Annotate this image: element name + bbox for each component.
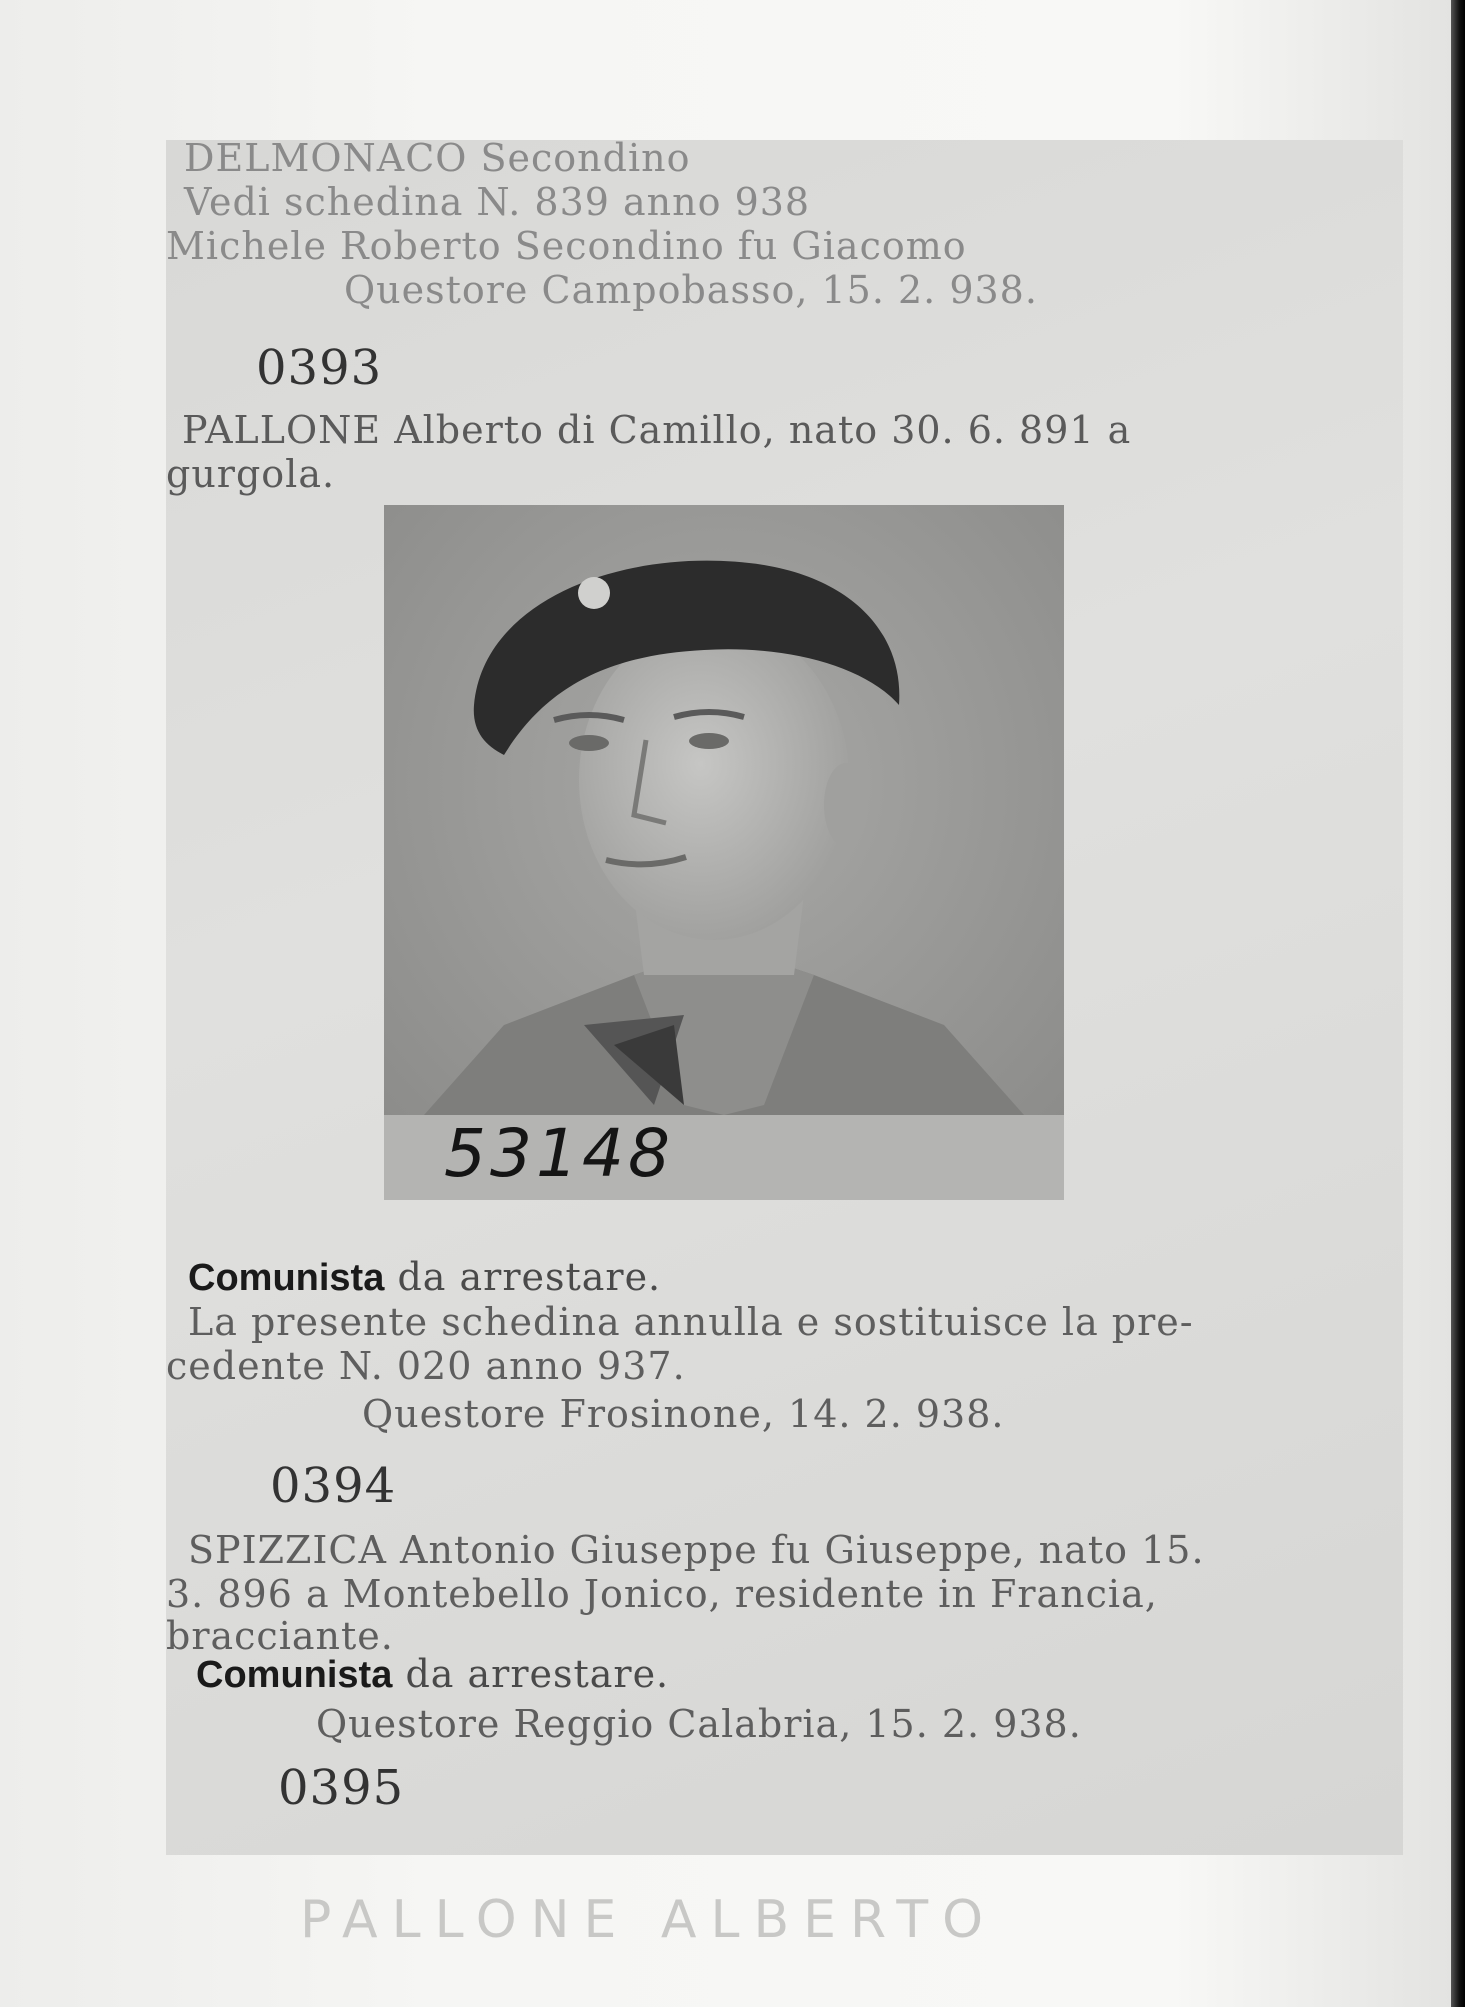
entry-0394-signature: Questore Reggio Calabria, 15. 2. 938. bbox=[316, 1702, 1082, 1746]
entry-0394-line3: bracciante. bbox=[166, 1614, 394, 1658]
entry-0393-status-bold: Comunista bbox=[188, 1257, 385, 1299]
entry-0394-line1: SPIZZICA Antonio Giuseppe fu Giuseppe, nato 15. bbox=[188, 1528, 1205, 1572]
photo-id-number: 53148 bbox=[444, 1115, 674, 1192]
entry-0393-status-rest: da arrestare. bbox=[384, 1255, 662, 1299]
entry-0394-status-rest: da arrestare. bbox=[392, 1652, 670, 1696]
entry-0394-number: 0394 bbox=[270, 1458, 397, 1514]
handwritten-caption: PALLONE ALBERTO bbox=[300, 1890, 998, 1950]
prev-entry-line1: DELMONACO Secondino bbox=[184, 140, 691, 180]
entry-0393-status bbox=[188, 1255, 661, 1300]
prev-entry-signature: Questore Campobasso, 15. 2. 938. bbox=[344, 268, 1038, 312]
entry-0393-number: 0393 bbox=[256, 340, 383, 396]
portrait-image bbox=[384, 505, 1064, 1200]
page-edge-shadow bbox=[1451, 0, 1465, 2007]
entry-0394-line2: 3. 896 a Montebello Jonico, residente in Francia, bbox=[166, 1572, 1158, 1616]
prev-entry-line2: Vedi schedina N. 839 anno 938 bbox=[184, 180, 811, 224]
mugshot-photo bbox=[384, 505, 1064, 1200]
entry-0393-line1: PALLONE Alberto di Camillo, nato 30. 6. 891 a bbox=[182, 408, 1132, 452]
prev-entry-line3: Michele Roberto Secondino fu Giacomo bbox=[166, 224, 967, 268]
entry-0395-number: 0395 bbox=[278, 1760, 405, 1816]
entry-0394-status-bold: Comunista bbox=[196, 1654, 393, 1696]
entry-0393-signature: Questore Frosinone, 14. 2. 938. bbox=[362, 1392, 1005, 1436]
entry-0393-note-line2: cedente N. 020 anno 937. bbox=[166, 1344, 686, 1388]
entry-0394-status bbox=[196, 1652, 669, 1697]
entry-0393-note-line1: La presente schedina annulla e sostituisce la pre- bbox=[188, 1300, 1194, 1344]
bulletin-sheet bbox=[166, 140, 1403, 1855]
entry-0393-line2: gurgola. bbox=[166, 452, 336, 496]
